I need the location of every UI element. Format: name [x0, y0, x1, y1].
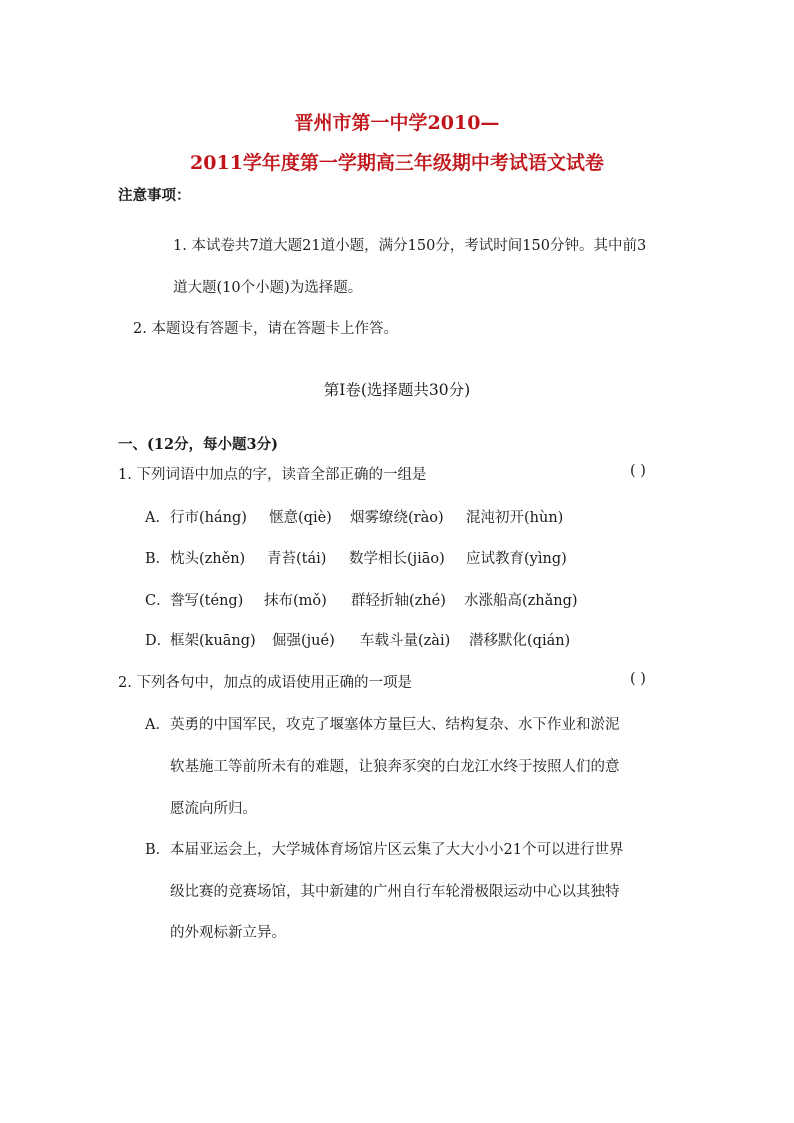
q1-option-b [145, 547, 567, 568]
option-word: 框架(kuāng) [170, 633, 256, 649]
option-word: 枕头(zhěn) [170, 551, 246, 567]
option-word: 倔强(jué) [272, 633, 335, 649]
q2-option-b-line1: 本届亚运会上，大学城体育场馆片区云集了大大小小21个可以进行世界 [170, 842, 624, 858]
q2-option-b-line2: 级比赛的竞赛场馆，其中新建的广州自行车轮滑极限运动中心以其独特 [170, 884, 620, 900]
question-2-answer-paren: ( ) [630, 671, 646, 687]
q2-option-a-line2: 软基施工等前所未有的难题，让狼奔豕突的白龙江水终于按照人们的意 [170, 759, 620, 775]
q2-option-a-label: A． [145, 717, 170, 733]
option-word: 车载斗量(zài) [360, 633, 451, 649]
q2-option-a-line1: 英勇的中国军民，攻克了堰塞体方量巨大、结构复杂、水下作业和淤泥 [170, 717, 620, 733]
option-label: C． [145, 593, 171, 609]
q1-option-d [145, 629, 571, 650]
section-heading: 第Ⅰ卷(选择题共30分) [323, 381, 471, 399]
note-item1-line1: 1. 本试卷共7道大题21道小题，满分150分，考试时间150分钟。其中前3 [173, 238, 647, 254]
option-word: 数学相长(jiāo) [349, 551, 445, 567]
notes-heading: 注意事项： [118, 187, 191, 204]
option-word: 应试教育(yìng) [466, 551, 567, 567]
part-one-heading: 一、(12分，每小题3分) [118, 436, 278, 453]
question-2-stem: 2. 下列各句中，加点的成语使用正确的一项是 [118, 675, 412, 691]
exam-title-line1: 晋州市第一中学2010— [294, 112, 500, 134]
question-1-answer-paren: ( ) [630, 463, 646, 479]
option-word: 群轻折轴(zhé) [351, 593, 446, 609]
option-label: A． [145, 510, 170, 526]
option-word: 抹布(mǒ) [264, 593, 327, 609]
q2-option-a-line3: 愿流向所归。 [170, 801, 257, 817]
q1-option-a [145, 506, 564, 527]
option-word: 誊写(téng) [170, 593, 244, 609]
note-item2: 2. 本题设有答题卡，请在答题卡上作答。 [133, 321, 398, 337]
option-word: 水涨船高(zhǎng) [464, 593, 578, 609]
option-word: 潜移默化(qián) [469, 633, 571, 649]
option-word: 混沌初开(hùn) [466, 510, 564, 526]
exam-title-line2: 2011学年度第一学期高三年级期中考试语文试卷 [190, 152, 604, 174]
note-item1-line2: 道大题(10个小题)为选择题。 [173, 280, 363, 296]
q2-option-b-line3: 的外观标新立异。 [170, 925, 286, 941]
option-word: 惬意(qiè) [269, 510, 332, 526]
option-word: 烟雾缭绕(rào) [350, 510, 444, 526]
option-label: D． [145, 633, 172, 649]
option-word: 行市(háng) [170, 510, 247, 526]
question-1-stem: 1. 下列词语中加点的字，读音全部正确的一组是 [118, 467, 427, 483]
option-label: B． [145, 551, 171, 567]
q1-option-c [145, 589, 578, 610]
q2-option-b-label: B． [145, 842, 171, 858]
option-word: 青苔(tái) [267, 551, 327, 567]
